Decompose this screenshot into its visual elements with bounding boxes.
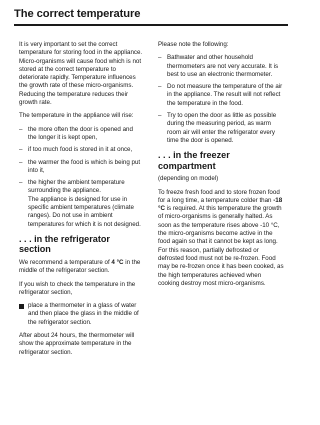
list-item-text: Bathwater and other household thermometers are not very accurate. It is best to use an electronic thermometer. — [167, 54, 279, 78]
title-underline — [14, 24, 288, 26]
list-item-text: the more often the door is opened and the longer it is kept open, — [28, 125, 133, 141]
dash-marker: – — [158, 54, 162, 62]
note-lead: Please note the following: — [158, 41, 229, 48]
right-column — [158, 41, 284, 293]
check-list — [19, 302, 143, 327]
list-item — [19, 179, 143, 229]
recommendation-text-end: in the middle of the refrigerator section. — [19, 258, 141, 275]
list-item-text: Try to open the door as little as possible during the measuring period, as warm room air will enter the refrigerator every time the door is opened. — [167, 112, 277, 144]
list-item — [158, 83, 284, 108]
check-paragraph: If you wish to check the temperature in the refrigerator section, — [19, 280, 136, 296]
dash-marker: – — [19, 146, 23, 154]
list-item-text: the higher the ambient temperature surrounding the appliance. — [28, 179, 125, 195]
rise-list — [19, 126, 143, 229]
list-item — [158, 112, 284, 145]
page-title: The correct temperature — [14, 8, 141, 20]
rise-lead: The temperature in the appliance will rise: — [19, 112, 134, 120]
dash-marker: – — [19, 158, 23, 166]
freezer-temperature: -18 °C — [158, 196, 283, 213]
square-bullet-icon — [19, 304, 24, 309]
list-item — [19, 126, 143, 143]
recommendation-text-start: We recommend a temperature of — [19, 258, 112, 266]
list-item-text: Do not measure the temperature of the air in the appliance. The result will not reflect the temperature in the food. — [167, 83, 283, 107]
list-item-text: the warmer the food is which is being put into it, — [28, 158, 141, 174]
list-item-note: The appliance is designed for use in specific ambient temperatures (climate ranges). Do not use in ambient temperatures for which it is not designed. — [28, 195, 141, 228]
list-item — [19, 302, 143, 327]
list-item-text: place a thermometer in a glass of water and then place the glass in the middle of the refrigerator section. — [28, 302, 139, 326]
list-item — [19, 159, 143, 176]
freezer-paragraph — [158, 189, 284, 289]
freezer-subheading: (depending on model) — [158, 175, 219, 183]
note-list — [158, 54, 284, 145]
dash-marker: – — [158, 83, 162, 91]
list-item — [19, 146, 143, 154]
recommendation-paragraph — [19, 259, 143, 276]
dash-marker: – — [19, 179, 23, 187]
intro-paragraph: It is very important to set the correct temperature for storing food in the appliance. Micro-organisms will cause food which is not stored at the correct temperature to deteriorate rapidly. Temperature influences the growth rate of these micro-organisms. Reducing the temperature reduces their growth rate. — [19, 41, 143, 107]
freezer-text-start: To freeze fresh food and to store frozen food for a long time, a temperature colder than — [158, 188, 280, 204]
list-item — [158, 54, 284, 79]
list-item-text: if too much food is stored in it at once, — [28, 146, 133, 154]
dash-marker: – — [19, 125, 23, 133]
recommended-temperature: 4 °C — [111, 258, 124, 266]
freezer-heading: . . . in the freezer compartment — [158, 150, 230, 171]
left-column — [19, 41, 143, 362]
refrigerator-heading: . . . in the refrigerator section — [19, 233, 110, 255]
dash-marker: – — [158, 112, 162, 120]
result-paragraph: After about 24 hours, the thermometer will show the approximate temperature in the refrigerator section. — [19, 332, 135, 356]
freezer-text-end: is required. At this temperature the growth of micro-organisms is generally halted. As soon as the temperature rises above -10 °C, the micro-organisms become active in the food again so that it cannot be kept as long. For this reason, partially defrosted or defrosted food must not be re-frozen. Food may be re-frozen once it has been cooked, as the high temperatures achieved when cooking destroy most micro-organisms. — [158, 205, 284, 287]
